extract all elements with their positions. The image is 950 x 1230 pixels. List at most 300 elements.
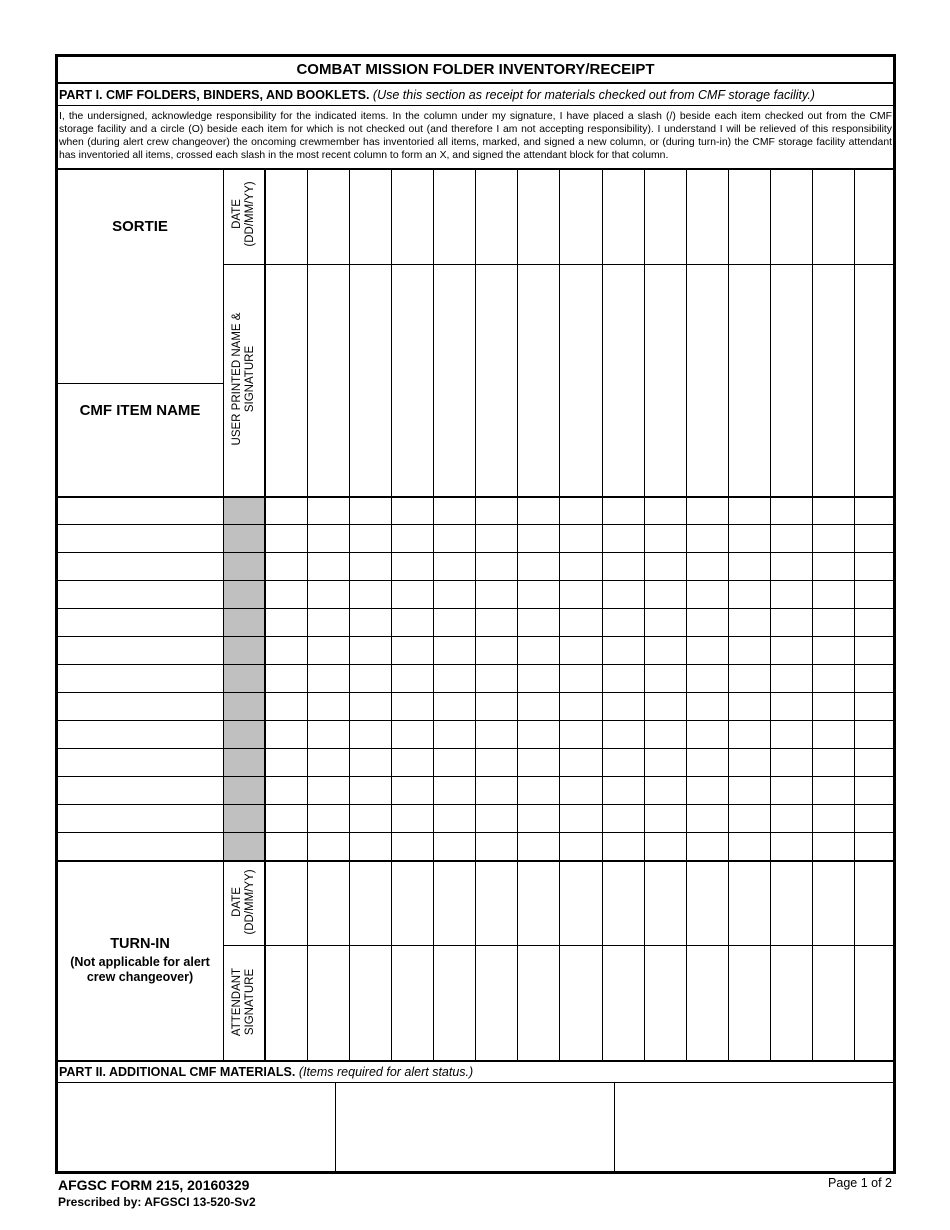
item-mark-cell[interactable] xyxy=(266,553,307,580)
item-mark-cell[interactable] xyxy=(729,833,770,860)
item-mark-cell[interactable] xyxy=(645,833,686,860)
item-mark-cell[interactable] xyxy=(476,525,517,552)
item-mark-cell[interactable] xyxy=(266,665,307,692)
cmf-item-name-cell[interactable] xyxy=(58,609,222,636)
item-mark-cell[interactable] xyxy=(729,693,770,720)
user-signature-cell[interactable] xyxy=(729,265,770,496)
item-mark-cell[interactable] xyxy=(266,833,307,860)
item-mark-cell[interactable] xyxy=(518,833,559,860)
grid-vline xyxy=(686,169,687,1060)
item-mark-cell[interactable] xyxy=(729,777,770,804)
item-mark-cell[interactable] xyxy=(518,665,559,692)
item-mark-cell[interactable] xyxy=(687,497,728,524)
item-mark-cell[interactable] xyxy=(771,833,812,860)
user-signature-cell[interactable] xyxy=(645,265,686,496)
item-mark-cell[interactable] xyxy=(687,777,728,804)
item-mark-cell[interactable] xyxy=(308,833,349,860)
item-mark-cell[interactable] xyxy=(687,581,728,608)
attendant-signature-cell[interactable] xyxy=(771,946,812,1060)
sortie-date-cell[interactable] xyxy=(560,170,601,264)
turn-in-date-cell[interactable] xyxy=(308,861,349,945)
grid-hline xyxy=(265,264,896,265)
turn-in-date-label: DATE (DD/MM/YY) xyxy=(231,869,256,935)
item-mark-cell[interactable] xyxy=(855,805,896,832)
part2-box-2[interactable] xyxy=(336,1083,614,1171)
item-mark-cell[interactable] xyxy=(771,693,812,720)
item-mark-cell[interactable] xyxy=(855,497,896,524)
cmf-item-name-cell[interactable] xyxy=(58,497,222,524)
item-mark-cell[interactable] xyxy=(350,581,391,608)
item-mark-cell[interactable] xyxy=(266,525,307,552)
item-mark-cell[interactable] xyxy=(645,497,686,524)
item-mark-cell[interactable] xyxy=(392,749,433,776)
item-mark-cell[interactable] xyxy=(603,777,644,804)
user-signature-cell[interactable] xyxy=(771,265,812,496)
item-mark-cell[interactable] xyxy=(813,525,854,552)
item-mark-cell[interactable] xyxy=(729,525,770,552)
item-mark-cell[interactable] xyxy=(645,637,686,664)
item-mark-cell[interactable] xyxy=(560,581,601,608)
item-mark-cell[interactable] xyxy=(308,609,349,636)
item-mark-cell[interactable] xyxy=(813,553,854,580)
turn-in-date-cell[interactable] xyxy=(687,861,728,945)
attendant-signature-cell[interactable] xyxy=(645,946,686,1060)
item-mark-cell[interactable] xyxy=(560,833,601,860)
item-mark-cell[interactable] xyxy=(518,693,559,720)
item-mark-cell[interactable] xyxy=(771,497,812,524)
item-mark-cell[interactable] xyxy=(560,749,601,776)
item-mark-cell[interactable] xyxy=(603,609,644,636)
item-mark-cell[interactable] xyxy=(560,553,601,580)
item-mark-cell[interactable] xyxy=(813,721,854,748)
item-mark-cell[interactable] xyxy=(645,749,686,776)
part1-heading-divider xyxy=(55,105,896,106)
item-mark-cell[interactable] xyxy=(645,525,686,552)
item-mark-cell[interactable] xyxy=(729,749,770,776)
item-mark-cell[interactable] xyxy=(560,777,601,804)
item-mark-cell[interactable] xyxy=(518,525,559,552)
item-mark-cell[interactable] xyxy=(350,665,391,692)
item-mark-cell[interactable] xyxy=(308,693,349,720)
item-mark-cell[interactable] xyxy=(308,721,349,748)
item-mark-cell[interactable] xyxy=(813,833,854,860)
item-mark-cell[interactable] xyxy=(603,497,644,524)
item-mark-cell[interactable] xyxy=(476,609,517,636)
item-mark-cell[interactable] xyxy=(813,805,854,832)
turn-in-date-cell[interactable] xyxy=(560,861,601,945)
item-mark-cell[interactable] xyxy=(813,665,854,692)
item-mark-cell[interactable] xyxy=(308,525,349,552)
user-signature-cell[interactable] xyxy=(350,265,391,496)
item-mark-cell[interactable] xyxy=(434,777,475,804)
item-mark-cell[interactable] xyxy=(603,525,644,552)
form-number: AFGSC FORM 215, 20160329 xyxy=(58,1177,250,1193)
sortie-date-cell[interactable] xyxy=(603,170,644,264)
item-mark-cell[interactable] xyxy=(771,721,812,748)
cmf-item-name-cell[interactable] xyxy=(58,749,222,776)
item-mark-cell[interactable] xyxy=(855,525,896,552)
grid-vline xyxy=(391,169,392,1060)
item-mark-cell[interactable] xyxy=(434,749,475,776)
item-mark-cell[interactable] xyxy=(266,637,307,664)
item-mark-cell[interactable] xyxy=(350,497,391,524)
item-mark-cell[interactable] xyxy=(392,833,433,860)
turn-in-date-cell[interactable] xyxy=(645,861,686,945)
item-mark-cell[interactable] xyxy=(813,777,854,804)
turn-in-date-cell[interactable] xyxy=(266,861,307,945)
item-mark-cell[interactable] xyxy=(687,805,728,832)
attendant-signature-cell[interactable] xyxy=(855,946,896,1060)
item-mark-cell[interactable] xyxy=(518,749,559,776)
item-mark-cell[interactable] xyxy=(687,525,728,552)
user-signature-cell[interactable] xyxy=(560,265,601,496)
item-mark-cell[interactable] xyxy=(434,721,475,748)
item-mark-cell[interactable] xyxy=(476,805,517,832)
sortie-date-cell[interactable] xyxy=(434,170,475,264)
attendant-signature-cell[interactable] xyxy=(266,946,307,1060)
item-mark-cell[interactable] xyxy=(603,833,644,860)
item-mark-cell[interactable] xyxy=(476,777,517,804)
item-mark-cell[interactable] xyxy=(392,777,433,804)
item-mark-cell[interactable] xyxy=(603,581,644,608)
item-mark-cell[interactable] xyxy=(603,805,644,832)
item-mark-cell[interactable] xyxy=(308,805,349,832)
acknowledgement-text: I, the undersigned, acknowledge responsibility for the indicated items. In the column under my signature, I have placed a slash (/) beside each item checked out from the CMF storage facility and a circle (O) beside each item for which is not checked out (and therefore I am not accepting responsibility). I understand I will be relieved of this responsibility when (during alert crew changeover) the oncoming crewmember has inventoried all items, marked, and signed a new column, or (during turn-in) the CMF storage facility attendant has inventoried all items, crossed each slash in the most recent column to form an X, and signed the attendant block for that column. xyxy=(59,111,892,161)
title-divider xyxy=(55,82,896,84)
cmf-item-name-cell[interactable] xyxy=(58,693,222,720)
item-mark-cell[interactable] xyxy=(855,553,896,580)
attendant-signature-cell[interactable] xyxy=(350,946,391,1060)
item-mark-cell[interactable] xyxy=(645,553,686,580)
grid-hline xyxy=(55,552,896,553)
turn-in-date-cell[interactable] xyxy=(392,861,433,945)
turn-in-date-cell[interactable] xyxy=(855,861,896,945)
item-mark-cell[interactable] xyxy=(855,721,896,748)
user-signature-cell[interactable] xyxy=(476,265,517,496)
user-signature-cell[interactable] xyxy=(603,265,644,496)
item-mark-cell[interactable] xyxy=(729,581,770,608)
cmf-item-name-cell[interactable] xyxy=(58,525,222,552)
item-mark-cell[interactable] xyxy=(855,609,896,636)
user-signature-cell[interactable] xyxy=(813,265,854,496)
item-mark-cell[interactable] xyxy=(392,609,433,636)
item-mark-cell[interactable] xyxy=(729,553,770,580)
grid-vline xyxy=(264,169,266,1060)
item-mark-cell[interactable] xyxy=(813,581,854,608)
cmf-item-name-cell[interactable] xyxy=(58,805,222,832)
item-mark-cell[interactable] xyxy=(560,497,601,524)
user-signature-cell[interactable] xyxy=(434,265,475,496)
sortie-date-cell[interactable] xyxy=(729,170,770,264)
sortie-date-cell[interactable] xyxy=(771,170,812,264)
item-mark-cell[interactable] xyxy=(392,581,433,608)
item-mark-cell[interactable] xyxy=(560,637,601,664)
item-mark-cell[interactable] xyxy=(308,749,349,776)
attendant-signature-cell[interactable] xyxy=(518,946,559,1060)
item-mark-cell[interactable] xyxy=(518,637,559,664)
user-signature-cell[interactable] xyxy=(266,265,307,496)
item-mark-cell[interactable] xyxy=(603,553,644,580)
grid-hline xyxy=(223,945,896,946)
cmf-item-name-cell[interactable] xyxy=(58,777,222,804)
attendant-signature-cell[interactable] xyxy=(560,946,601,1060)
grid-hline xyxy=(55,776,896,777)
item-mark-cell[interactable] xyxy=(687,749,728,776)
item-mark-cell[interactable] xyxy=(392,637,433,664)
item-mark-cell[interactable] xyxy=(308,665,349,692)
turn-in-date-cell[interactable] xyxy=(350,861,391,945)
grid-hline xyxy=(55,496,896,498)
item-mark-cell[interactable] xyxy=(392,497,433,524)
item-mark-cell[interactable] xyxy=(266,805,307,832)
item-mark-cell[interactable] xyxy=(308,637,349,664)
item-mark-cell[interactable] xyxy=(518,721,559,748)
item-mark-cell[interactable] xyxy=(476,581,517,608)
item-mark-cell[interactable] xyxy=(645,805,686,832)
attendant-signature-cell[interactable] xyxy=(729,946,770,1060)
item-mark-cell[interactable] xyxy=(603,721,644,748)
item-mark-cell[interactable] xyxy=(771,749,812,776)
item-mark-cell[interactable] xyxy=(350,609,391,636)
item-mark-cell[interactable] xyxy=(392,665,433,692)
item-mark-cell[interactable] xyxy=(813,749,854,776)
item-mark-cell[interactable] xyxy=(603,637,644,664)
item-mark-cell[interactable] xyxy=(771,777,812,804)
item-mark-cell[interactable] xyxy=(855,665,896,692)
item-mark-cell[interactable] xyxy=(350,693,391,720)
sortie-date-cell[interactable] xyxy=(308,170,349,264)
item-mark-cell[interactable] xyxy=(434,637,475,664)
item-mark-cell[interactable] xyxy=(266,581,307,608)
grid-hline xyxy=(223,264,265,265)
attendant-signature-cell[interactable] xyxy=(476,946,517,1060)
item-mark-cell[interactable] xyxy=(518,805,559,832)
item-mark-cell[interactable] xyxy=(392,805,433,832)
part2-box-3[interactable] xyxy=(615,1083,893,1171)
item-mark-cell[interactable] xyxy=(392,553,433,580)
item-mark-cell[interactable] xyxy=(645,665,686,692)
item-mark-cell[interactable] xyxy=(771,665,812,692)
item-mark-cell[interactable] xyxy=(476,637,517,664)
item-mark-cell[interactable] xyxy=(645,693,686,720)
item-mark-cell[interactable] xyxy=(434,833,475,860)
item-mark-cell[interactable] xyxy=(518,553,559,580)
attendant-signature-cell[interactable] xyxy=(687,946,728,1060)
item-mark-cell[interactable] xyxy=(687,833,728,860)
turn-in-date-cell[interactable] xyxy=(603,861,644,945)
item-mark-cell[interactable] xyxy=(434,525,475,552)
sortie-date-cell[interactable] xyxy=(645,170,686,264)
grid-vline xyxy=(433,169,434,1060)
item-mark-cell[interactable] xyxy=(266,609,307,636)
item-mark-cell[interactable] xyxy=(813,609,854,636)
grid-hline xyxy=(55,580,896,581)
item-mark-cell[interactable] xyxy=(813,693,854,720)
item-mark-cell[interactable] xyxy=(476,721,517,748)
item-mark-cell[interactable] xyxy=(771,609,812,636)
sortie-date-cell[interactable] xyxy=(687,170,728,264)
item-mark-cell[interactable] xyxy=(350,721,391,748)
grid-hline xyxy=(55,1060,896,1062)
item-mark-cell[interactable] xyxy=(308,553,349,580)
grid-vline xyxy=(602,169,603,1060)
sortie-date-cell[interactable] xyxy=(350,170,391,264)
item-mark-cell[interactable] xyxy=(687,553,728,580)
sortie-date-cell[interactable] xyxy=(813,170,854,264)
item-mark-cell[interactable] xyxy=(350,805,391,832)
item-mark-cell[interactable] xyxy=(350,553,391,580)
turn-in-date-cell[interactable] xyxy=(729,861,770,945)
item-mark-cell[interactable] xyxy=(687,637,728,664)
item-mark-cell[interactable] xyxy=(476,553,517,580)
item-mark-cell[interactable] xyxy=(603,749,644,776)
shaded-cell xyxy=(224,525,265,552)
page-number: Page 1 of 2 xyxy=(828,1176,892,1190)
item-mark-cell[interactable] xyxy=(560,721,601,748)
item-mark-cell[interactable] xyxy=(729,497,770,524)
item-mark-cell[interactable] xyxy=(518,497,559,524)
item-mark-cell[interactable] xyxy=(645,581,686,608)
cmf-item-name-cell[interactable] xyxy=(58,637,222,664)
attendant-signature-cell[interactable] xyxy=(308,946,349,1060)
item-mark-cell[interactable] xyxy=(434,609,475,636)
item-mark-cell[interactable] xyxy=(771,525,812,552)
item-mark-cell[interactable] xyxy=(771,553,812,580)
turn-in-date-cell[interactable] xyxy=(434,861,475,945)
sortie-date-cell[interactable] xyxy=(392,170,433,264)
turn-in-date-cell[interactable] xyxy=(518,861,559,945)
cmf-item-name-cell[interactable] xyxy=(58,721,222,748)
cmf-item-name-cell[interactable] xyxy=(58,833,222,860)
item-mark-cell[interactable] xyxy=(434,693,475,720)
item-mark-cell[interactable] xyxy=(729,721,770,748)
sortie-date-cell[interactable] xyxy=(266,170,307,264)
part2-box-1[interactable] xyxy=(58,1083,335,1171)
attendant-signature-cell[interactable] xyxy=(392,946,433,1060)
item-mark-cell[interactable] xyxy=(729,609,770,636)
attendant-signature-cell[interactable] xyxy=(813,946,854,1060)
item-mark-cell[interactable] xyxy=(266,693,307,720)
cmf-item-name-cell[interactable] xyxy=(58,581,222,608)
cmf-item-name-cell[interactable] xyxy=(58,665,222,692)
attendant-signature-cell[interactable] xyxy=(603,946,644,1060)
sortie-date-cell[interactable] xyxy=(476,170,517,264)
item-mark-cell[interactable] xyxy=(350,525,391,552)
item-mark-cell[interactable] xyxy=(266,777,307,804)
item-mark-cell[interactable] xyxy=(434,665,475,692)
shaded-cell xyxy=(224,749,265,776)
item-mark-cell[interactable] xyxy=(266,749,307,776)
item-mark-cell[interactable] xyxy=(434,581,475,608)
item-mark-cell[interactable] xyxy=(308,581,349,608)
item-mark-cell[interactable] xyxy=(434,805,475,832)
item-mark-cell[interactable] xyxy=(266,497,307,524)
item-mark-cell[interactable] xyxy=(771,581,812,608)
item-mark-cell[interactable] xyxy=(392,525,433,552)
item-mark-cell[interactable] xyxy=(603,693,644,720)
item-mark-cell[interactable] xyxy=(434,497,475,524)
item-mark-cell[interactable] xyxy=(560,693,601,720)
item-mark-cell[interactable] xyxy=(855,833,896,860)
item-mark-cell[interactable] xyxy=(350,777,391,804)
item-mark-cell[interactable] xyxy=(687,609,728,636)
user-signature-cell[interactable] xyxy=(392,265,433,496)
item-mark-cell[interactable] xyxy=(476,497,517,524)
shaded-cell xyxy=(224,581,265,608)
item-mark-cell[interactable] xyxy=(855,637,896,664)
sortie-date-label: DATE (DD/MM/YY) xyxy=(231,181,256,247)
item-mark-cell[interactable] xyxy=(813,637,854,664)
item-mark-cell[interactable] xyxy=(855,749,896,776)
item-mark-cell[interactable] xyxy=(392,693,433,720)
item-mark-cell[interactable] xyxy=(687,721,728,748)
user-signature-cell[interactable] xyxy=(687,265,728,496)
item-mark-cell[interactable] xyxy=(560,609,601,636)
turn-in-date-cell[interactable] xyxy=(771,861,812,945)
item-mark-cell[interactable] xyxy=(518,609,559,636)
item-mark-cell[interactable] xyxy=(771,805,812,832)
user-signature-cell[interactable] xyxy=(518,265,559,496)
item-mark-cell[interactable] xyxy=(645,721,686,748)
item-mark-cell[interactable] xyxy=(476,665,517,692)
item-mark-cell[interactable] xyxy=(603,665,644,692)
turn-in-note: (Not applicable for alert crew changeover) xyxy=(70,955,210,984)
item-mark-cell[interactable] xyxy=(560,665,601,692)
item-mark-cell[interactable] xyxy=(687,693,728,720)
item-mark-cell[interactable] xyxy=(266,721,307,748)
item-mark-cell[interactable] xyxy=(476,693,517,720)
item-mark-cell[interactable] xyxy=(729,637,770,664)
item-mark-cell[interactable] xyxy=(308,497,349,524)
turn-in-date-cell[interactable] xyxy=(813,861,854,945)
item-mark-cell[interactable] xyxy=(855,693,896,720)
part2-label: PART II. ADDITIONAL CMF MATERIALS. xyxy=(59,1065,296,1079)
user-signature-cell[interactable] xyxy=(308,265,349,496)
item-mark-cell[interactable] xyxy=(855,777,896,804)
turn-in-date-cell[interactable] xyxy=(476,861,517,945)
part2-heading xyxy=(59,1063,894,1081)
grid-vline xyxy=(644,169,645,1060)
item-mark-cell[interactable] xyxy=(687,665,728,692)
item-mark-cell[interactable] xyxy=(350,637,391,664)
sortie-date-cell[interactable] xyxy=(518,170,559,264)
item-mark-cell[interactable] xyxy=(560,805,601,832)
item-mark-cell[interactable] xyxy=(308,777,349,804)
item-mark-cell[interactable] xyxy=(771,637,812,664)
item-mark-cell[interactable] xyxy=(645,609,686,636)
item-mark-cell[interactable] xyxy=(476,833,517,860)
attendant-signature-cell[interactable] xyxy=(434,946,475,1060)
item-mark-cell[interactable] xyxy=(518,581,559,608)
item-mark-cell[interactable] xyxy=(855,581,896,608)
item-mark-cell[interactable] xyxy=(813,497,854,524)
item-mark-cell[interactable] xyxy=(476,749,517,776)
item-mark-cell[interactable] xyxy=(350,833,391,860)
user-signature-cell[interactable] xyxy=(855,265,896,496)
item-mark-cell[interactable] xyxy=(729,805,770,832)
item-mark-cell[interactable] xyxy=(350,749,391,776)
item-mark-cell[interactable] xyxy=(434,553,475,580)
shaded-cell xyxy=(224,665,265,692)
sortie-date-cell[interactable] xyxy=(855,170,896,264)
item-mark-cell[interactable] xyxy=(729,665,770,692)
item-mark-cell[interactable] xyxy=(560,525,601,552)
grid-vline xyxy=(770,169,771,1060)
item-mark-cell[interactable] xyxy=(518,777,559,804)
item-mark-cell[interactable] xyxy=(645,777,686,804)
cmf-item-name-cell[interactable] xyxy=(58,553,222,580)
item-mark-cell[interactable] xyxy=(392,721,433,748)
